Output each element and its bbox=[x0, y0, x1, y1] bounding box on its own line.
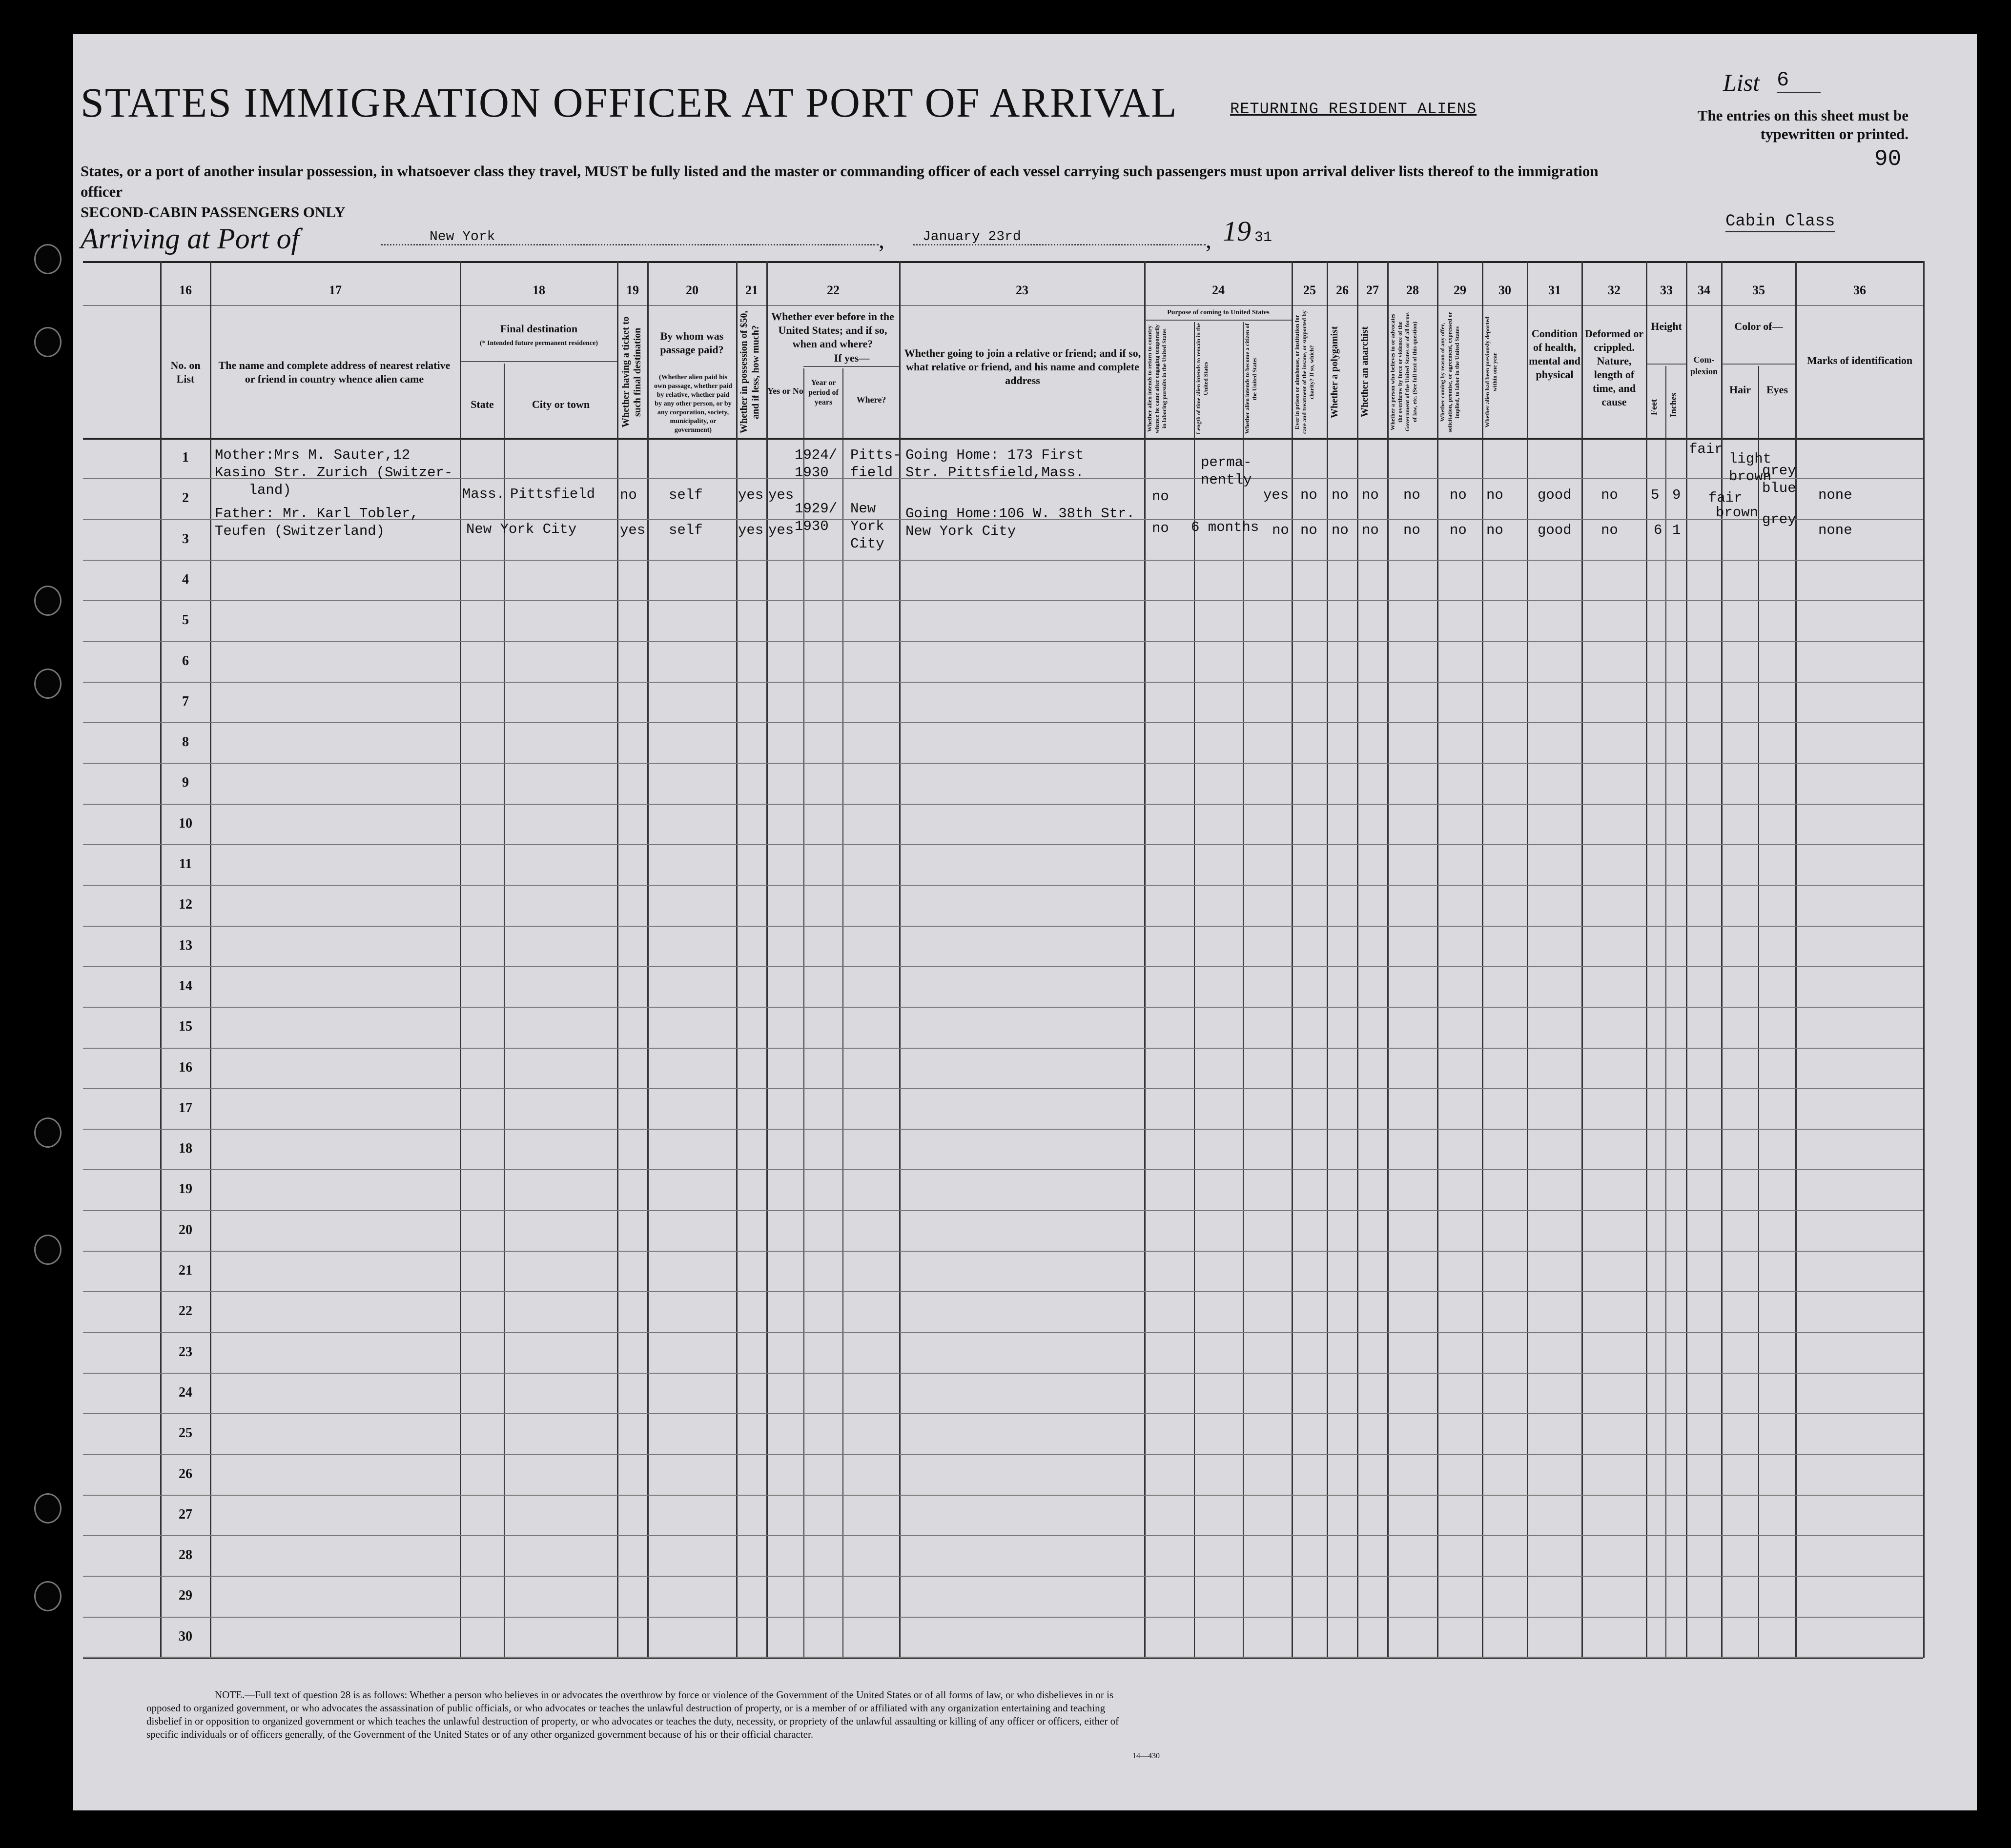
colnum-26: 26 bbox=[1336, 283, 1349, 297]
row-line bbox=[83, 1535, 1923, 1536]
hdr-relative: The name and complete address of nearest relative or friend in country whence alien came bbox=[218, 359, 451, 385]
punch-hole bbox=[34, 327, 62, 357]
colnum-27: 27 bbox=[1366, 283, 1379, 297]
colnum-31: 31 bbox=[1548, 283, 1561, 297]
vline bbox=[766, 261, 768, 1658]
row2-years: 1929/ 1930 bbox=[795, 501, 838, 534]
colnum-36: 36 bbox=[1853, 283, 1866, 297]
list-number: 6 bbox=[1777, 68, 1821, 93]
hdr-paid-by-note: (Whether alien paid his own passage, whether paid by relative, whether paid by any other person, or by any corporation, society, municipality, or government) bbox=[654, 374, 732, 434]
vline bbox=[1437, 261, 1438, 1658]
row1-joining: Going Home: 173 First Str. Pittsfield,Mass. bbox=[905, 447, 1084, 481]
hdr-final-destination: Final destination bbox=[500, 323, 578, 335]
row-line bbox=[83, 1657, 1923, 1658]
entries-note: The entries on this sheet must be typewritten or printed. bbox=[1697, 107, 1908, 142]
page-stamp: 90 bbox=[1874, 146, 1902, 172]
row-line bbox=[83, 1291, 1923, 1292]
row-number: 13 bbox=[179, 938, 192, 953]
hdr-sub-rule bbox=[1722, 364, 1795, 365]
row-line bbox=[83, 1251, 1923, 1252]
row2-joining: Going Home:106 W. 38th Str. New York City bbox=[905, 506, 1135, 539]
row-number: 12 bbox=[179, 897, 192, 912]
punch-hole bbox=[34, 244, 62, 274]
page-title: STATES IMMIGRATION OFFICER AT PORT OF ARRIVAL bbox=[81, 79, 1178, 126]
vline bbox=[160, 261, 162, 1658]
vline bbox=[1686, 261, 1687, 1658]
row-line bbox=[83, 1210, 1923, 1211]
row1-inches: 9 bbox=[1672, 487, 1681, 503]
colnum-22: 22 bbox=[827, 283, 840, 297]
row2-where: New York City bbox=[850, 501, 884, 552]
row1-q28: no bbox=[1403, 487, 1420, 503]
row2-deformed: no bbox=[1601, 522, 1618, 538]
row1-eyes: grey blue bbox=[1762, 463, 1796, 496]
hdr-color: Color of— bbox=[1734, 320, 1783, 332]
row1-feet: 5 bbox=[1651, 487, 1660, 503]
hdr-complexion: Com-plexion bbox=[1690, 355, 1718, 376]
row-number: 26 bbox=[179, 1466, 192, 1482]
hdr-state: State bbox=[471, 398, 494, 410]
comma-2: , bbox=[1206, 227, 1211, 253]
hdr-polygamist: Whether a polygamist bbox=[1329, 326, 1340, 418]
cabin-class: Cabin Class bbox=[1725, 212, 1835, 232]
instructions-text: States, or a port of another insular possession, in whatsoever class they travel, MUST be fully listed and the master or commanding officer of each vessel carrying such passengers must upon arrival deliver lists thereof to the immigration officer SECOND-CABIN PASSENGERS ONLY bbox=[81, 162, 1599, 221]
row2-before: yes bbox=[768, 522, 794, 538]
row1-offer: no bbox=[1450, 487, 1467, 503]
row1-hair: light brown bbox=[1729, 451, 1772, 485]
row1-polygamist: no bbox=[1332, 487, 1349, 503]
hdr-anarchist: Whether an anarchist bbox=[1359, 326, 1370, 418]
row-number: 6 bbox=[182, 653, 189, 669]
row-number: 15 bbox=[179, 1019, 192, 1034]
arriving-label: Arriving at Port of bbox=[81, 223, 300, 255]
row2-q28: no bbox=[1403, 522, 1420, 538]
manifest-table bbox=[83, 261, 1923, 1659]
row-line bbox=[83, 1576, 1923, 1577]
row-line bbox=[83, 844, 1923, 845]
form-number: 14—430 bbox=[1132, 1752, 1160, 1760]
row-line bbox=[83, 682, 1923, 683]
row2-inches: 1 bbox=[1672, 522, 1681, 538]
row-line bbox=[83, 641, 1923, 642]
vline-sub bbox=[803, 368, 804, 1658]
punch-hole bbox=[34, 1581, 62, 1611]
colnum-30: 30 bbox=[1498, 283, 1511, 297]
row1-where: Pitts- field bbox=[850, 447, 902, 481]
row1-marks: none bbox=[1818, 487, 1852, 503]
row-line bbox=[83, 1495, 1923, 1496]
list-label: List bbox=[1723, 69, 1760, 96]
row-line bbox=[83, 1373, 1923, 1374]
colnum-32: 32 bbox=[1608, 283, 1621, 297]
hdr-hair: Hair bbox=[1729, 384, 1751, 396]
hdr-fifty: Whether in possession of $50, and if less, how much? bbox=[739, 310, 761, 434]
row-number: 2 bbox=[182, 490, 189, 506]
row2-city: New York City bbox=[466, 521, 577, 537]
row-line bbox=[83, 1413, 1923, 1414]
hdr-marks: Marks of identification bbox=[1806, 354, 1913, 366]
vline bbox=[1527, 261, 1528, 1658]
colnum-25: 25 bbox=[1303, 283, 1316, 297]
row-number: 17 bbox=[179, 1100, 192, 1116]
row-number: 18 bbox=[179, 1141, 192, 1156]
row1-prison: no bbox=[1300, 487, 1317, 503]
row2-offer: no bbox=[1450, 522, 1467, 538]
hdr-height: Height bbox=[1651, 320, 1682, 332]
punch-hole bbox=[34, 1493, 62, 1523]
row1-ticket: no bbox=[620, 487, 637, 503]
row-line bbox=[83, 926, 1923, 927]
row-number: 7 bbox=[182, 694, 189, 709]
row2-feet: 6 bbox=[1654, 522, 1662, 538]
row2-polygamist: no bbox=[1332, 522, 1349, 538]
punch-hole bbox=[34, 669, 62, 699]
vline-sub bbox=[842, 368, 843, 1658]
colnum-17: 17 bbox=[329, 283, 342, 297]
vline bbox=[1581, 261, 1583, 1658]
row2-marks: none bbox=[1818, 522, 1852, 538]
hdr-purpose: Purpose of coming to United States bbox=[1167, 309, 1270, 316]
comma-1: , bbox=[879, 227, 884, 253]
row-number: 19 bbox=[179, 1181, 192, 1197]
row-number: 11 bbox=[179, 856, 192, 872]
hdr-offer: Whether coming by reason of any offer, solicitation, promise, or agreement, expressed or implied, to labor in the United States bbox=[1439, 311, 1460, 433]
colnum-28: 28 bbox=[1406, 283, 1419, 297]
hdr-years: Year or period of years bbox=[808, 379, 839, 406]
vline bbox=[460, 261, 461, 1658]
hdr-joining: Whether going to join a relative or friend; and if so, what relative or friend, and his name and complete address bbox=[904, 347, 1141, 386]
row-line bbox=[83, 1169, 1923, 1170]
colnum-18: 18 bbox=[533, 283, 545, 297]
hdr-eyes: Eyes bbox=[1766, 384, 1788, 396]
row-number: 27 bbox=[179, 1507, 192, 1522]
row2-ticket: yes bbox=[620, 522, 646, 538]
row-number: 20 bbox=[179, 1222, 192, 1238]
colnum-16: 16 bbox=[179, 283, 192, 297]
vline-sub bbox=[504, 364, 505, 1658]
row-number: 1 bbox=[182, 450, 189, 465]
colnum-23: 23 bbox=[1016, 283, 1028, 297]
row-number: 30 bbox=[179, 1629, 192, 1644]
vline bbox=[736, 261, 738, 1658]
row1-return: no bbox=[1152, 488, 1169, 505]
vline bbox=[1387, 261, 1389, 1658]
hdr-sub-rule bbox=[1145, 320, 1292, 321]
row-line bbox=[83, 1007, 1923, 1008]
row-line bbox=[83, 1454, 1923, 1455]
row-line bbox=[83, 560, 1923, 561]
row1-deported: no bbox=[1486, 487, 1503, 503]
row-line bbox=[83, 722, 1923, 723]
row-number: 22 bbox=[179, 1303, 192, 1319]
row1-city: Pittsfield bbox=[510, 486, 595, 502]
row-line bbox=[83, 1129, 1923, 1130]
arriving-line bbox=[81, 222, 299, 256]
row2-deported: no bbox=[1486, 522, 1503, 538]
row1-health: good bbox=[1538, 487, 1572, 503]
row2-complexion: fair bbox=[1708, 490, 1743, 506]
row-number: 25 bbox=[179, 1425, 192, 1441]
row2-health: good bbox=[1538, 522, 1572, 538]
hdr-before-us: Whether ever before in the United States; and if so, when and where? bbox=[771, 310, 894, 350]
row1-years: 1924/ 1930 bbox=[795, 447, 838, 481]
hdr-paid-by: By whom was passage paid? bbox=[660, 330, 724, 356]
row1-before: yes bbox=[768, 487, 794, 503]
hdr-sub-rule bbox=[1647, 364, 1686, 365]
hdr-deported: Whether alien had been previously deported within one year bbox=[1484, 316, 1498, 428]
hdr-length: Length of time alien intends to remain in the United States bbox=[1195, 323, 1209, 434]
port-value: New York bbox=[430, 229, 495, 244]
row-line bbox=[83, 1617, 1923, 1618]
row2-fifty: yes bbox=[738, 522, 764, 538]
year-prefix: 19 bbox=[1223, 215, 1251, 247]
hdr-q28: Whether a person who believes in or advocates the overthrow by force or violence of the Government of the United States or of all forms of law, etc. (See full text of this question) bbox=[1389, 312, 1418, 432]
row-line bbox=[83, 1332, 1923, 1333]
row-number: 14 bbox=[179, 978, 192, 994]
row-line bbox=[83, 1048, 1923, 1049]
hdr-ticket: Whether having a ticket to such final destination bbox=[620, 316, 643, 428]
colnum-19: 19 bbox=[626, 283, 639, 297]
vline bbox=[210, 261, 211, 1658]
row-number: 24 bbox=[179, 1385, 192, 1400]
row-line bbox=[83, 763, 1923, 764]
colnum-34: 34 bbox=[1698, 283, 1710, 297]
hdr-city: City or town bbox=[532, 398, 590, 410]
row-line bbox=[83, 804, 1923, 805]
row-number: 16 bbox=[179, 1060, 192, 1075]
year-suffix: 31 bbox=[1254, 229, 1272, 246]
hdr-health: Condition of health, mental and physical bbox=[1529, 327, 1580, 381]
row2-citizen: no bbox=[1272, 522, 1289, 538]
row-line bbox=[83, 966, 1923, 967]
hdr-final-destination-note: (* Intended future permanent residence) bbox=[479, 340, 598, 347]
row2-relative: Father: Mr. Karl Tobler, Teufen (Switzerland) bbox=[215, 506, 419, 539]
hdr-where: Where? bbox=[856, 395, 886, 405]
vline bbox=[1292, 261, 1293, 1658]
colnum-24: 24 bbox=[1212, 283, 1225, 297]
row-number: 3 bbox=[182, 531, 189, 547]
hdr-inches: Inches bbox=[1668, 393, 1678, 418]
hdr-if-yes: If yes— bbox=[834, 352, 870, 364]
hdr-prison: Ever in prison or almshouse, or institution for care and treatment of the insane, or supported by charity? If so, which? bbox=[1293, 310, 1315, 434]
colnum-33: 33 bbox=[1660, 283, 1673, 297]
vline bbox=[1357, 261, 1358, 1658]
colnum-35: 35 bbox=[1752, 283, 1765, 297]
colnum-21: 21 bbox=[745, 283, 758, 297]
row-number: 4 bbox=[182, 572, 189, 587]
row-number: 21 bbox=[179, 1263, 192, 1278]
row-line bbox=[83, 600, 1923, 601]
hdr-sub-rule bbox=[461, 361, 617, 362]
hdr-citizen: Whether alien intends to become a citizen of the United States bbox=[1244, 323, 1258, 434]
row1-citizen: yes bbox=[1263, 487, 1289, 503]
row2-paid-by: self bbox=[669, 522, 703, 538]
row1-fifty: yes bbox=[738, 487, 764, 503]
row1-length: perma- nently bbox=[1201, 454, 1252, 488]
row-number: 9 bbox=[182, 775, 189, 790]
row2-hair: brown bbox=[1716, 505, 1759, 521]
row2-return: no bbox=[1152, 520, 1169, 536]
row-line bbox=[83, 885, 1923, 886]
hdr-deformed: Deformed or crippled. Nature, length of time, and cause bbox=[1584, 327, 1644, 408]
vline bbox=[617, 261, 618, 1658]
row1-relative: Mother:Mrs M. Sauter,12 Kasino Str. Zurich (Switzer- land) bbox=[215, 447, 453, 498]
punch-hole bbox=[34, 1235, 62, 1265]
vline bbox=[1923, 261, 1925, 1658]
row-line bbox=[83, 1088, 1923, 1089]
hdr-feet: Feet bbox=[1649, 399, 1659, 416]
row1-state: Mass. bbox=[462, 486, 505, 502]
vline bbox=[647, 261, 649, 1658]
row2-length: 6 months bbox=[1191, 519, 1259, 535]
row-number: 23 bbox=[179, 1344, 192, 1360]
hdr-no-on-list: No. on List bbox=[170, 359, 201, 385]
row-number: 28 bbox=[179, 1547, 192, 1563]
row-number: 8 bbox=[182, 734, 189, 750]
row1-anarchist: no bbox=[1362, 487, 1379, 503]
row2-anarchist: no bbox=[1362, 522, 1379, 538]
colnum-29: 29 bbox=[1454, 283, 1466, 297]
row1-paid-by: self bbox=[669, 487, 703, 503]
hdr-yes-no: Yes or No bbox=[767, 386, 803, 396]
vline bbox=[1327, 261, 1328, 1658]
colnum-20: 20 bbox=[686, 283, 698, 297]
row-number: 29 bbox=[179, 1588, 192, 1603]
row-number: 5 bbox=[182, 612, 189, 628]
hdr-return: Whether alien intends to return to country whence he came after engaging temporarily in laboring pursuits in the United States bbox=[1146, 324, 1168, 433]
hdr-sub-rule bbox=[803, 366, 899, 367]
vline bbox=[1646, 261, 1647, 1658]
punch-hole bbox=[34, 1117, 62, 1148]
returning-resident-stamp: RETURNING RESIDENT ALIENS bbox=[1230, 100, 1477, 118]
row2-prison: no bbox=[1300, 522, 1317, 538]
row1-deformed: no bbox=[1601, 487, 1618, 503]
vline bbox=[1144, 261, 1146, 1658]
row1-complexion: fair bbox=[1689, 441, 1723, 457]
row-number: 10 bbox=[179, 816, 192, 831]
date-value: January 23rd bbox=[923, 229, 1021, 244]
vline bbox=[1721, 261, 1723, 1658]
punch-hole bbox=[34, 586, 62, 616]
row2-eyes: grey bbox=[1762, 511, 1796, 528]
vline bbox=[1482, 261, 1483, 1658]
footer-note: NOTE.—Full text of question 28 is as follows: Whether a person who believes in or advocates the overthrow by force or violence of the Government of the United States or of all forms of law, or who disbelieves in or is opposed to organized government, or who advocates the assassination of public officials, or who advocates or teaches the unlawful destruction of property, or is a member of or affiliated with any organization entertaining and teaching disbelief in or opposition to organized government or which teaches the unlawful destruction of property, or who advocates or teaches the duty, necessity, or propriety of the unlawful assaulting or killing of any officer or officers, either of specific individuals or of officers generally, of the Government of the United States or of any other organized government because of his or their official character. bbox=[146, 1689, 1119, 1740]
